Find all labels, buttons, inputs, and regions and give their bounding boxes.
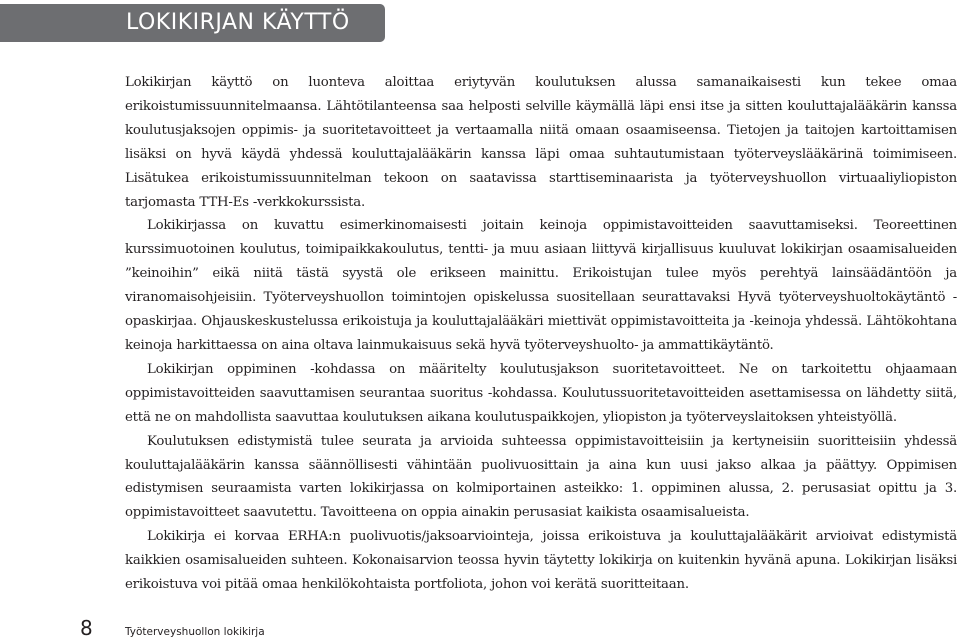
paragraph: Lokikirjassa on kuvattu esimerkinomaisesti joitain keinoja oppimistavoitteiden saavuttamiseksi. Teoreettinen kurssimuotoinen koulutus, toimipaikkakoulutus, tentti- ja muu asiaan liittyvä kirjallisuus kuuluvat lokikirjan osaamisalueiden ”keinoihin” eikä niitä tästä syystä ole erikseen mainittu. Erikoistujan tulee myös perehtyä lainsäädäntöön ja viranomaisohjeisiin. Työterveyshuollon toimintojen opiskelussa suositellaan seurattavaksi Hyvä työterveyshuoltokäytäntö -opaskirjaa. Ohjauskeskustelussa erikoistuja ja kouluttajalääkäri miettivät oppimistavoitteita ja -keinoja yhdessä. Lähtökohtana keinoja harkittaessa on aina oltava lainmukaisuus sekä hyvä työterveyshuolto- ja ammattikäytäntö. (125, 218, 957, 353)
body-text (125, 71, 957, 597)
section-title: LOKIKIRJAN KÄYTTÖ (126, 10, 350, 35)
paragraph: Lokikirjan oppiminen -kohdassa on määritelty koulutusjakson suoritetavoitteet. Ne on tarkoitettu ohjaamaan oppimistavoitteiden saavuttamisen seurantaa suoritus -kohdassa. Koulutussuoritetavoitteiden asettamisessa on lähdetty siitä, että ne on mahdollista saavuttaa koulutuksen aikana koulutuspaikkojen, yliopiston ja työterveyslaitoksen yhteistyöllä. (125, 361, 957, 425)
paragraph: Lokikirja ei korvaa ERHA:n puolivuotis/jaksoarviointeja, joissa erikoistuva ja kouluttajalääkärit arvioivat edistymistä kaikkien osamisalueiden suhteen. Kokonaisarvion teossa hyvin täytetty lokikirja on kuitenkin hyvänä apuna. Lokikirjan lisäksi erikoistuva voi pitää omaa henkilökohtaista portfoliota, johon voi kerätä suoritteitaan. (125, 529, 957, 593)
paragraph: Lokikirjan käyttö on luonteva aloittaa eriytyvän koulutuksen alussa samanaikaisesti kun tekee omaa erikoistumissuunnitelmaansa. Lähtötilanteensa saa helposti selville käymällä läpi ensi itse ja sitten kouluttajalääkärin kanssa koulutusjaksojen oppimis- ja suoritetavoitteet ja vertaamalla niitä omaan osaamiseensa. Tietojen ja taitojen kartoittamisen lisäksi on hyvä käydä yhdessä kouluttajalääkärin kanssa läpi omaa suhtautumistaan työterveyslääkärinä toimimiseen. Lisätukea erikoistumissuunnitelman tekoon on saatavissa starttiseminaarista ja työterveyshuollon virtuaaliyliopiston tarjomasta TTH-Es -verkkokurssista. (125, 75, 957, 210)
paragraph: Koulutuksen edistymistä tulee seurata ja arvioida suhteessa oppimistavoitteisiin ja kertyneisiin suoritteisiin yhdessä kouluttajalääkärin kanssa säännöllisesti vähintään puolivuosittain ja aina kun uusi jakso alkaa ja päättyy. Oppimisen edistymisen seuraamista varten lokikirjassa on kolmiportainen asteikko: 1. oppiminen alussa, 2. perusasiat opittu ja 3. oppimistavoitteet saavutettu. Tavoitteena on oppia ainakin perusasiat kaikista osaamisalueista. (125, 433, 957, 521)
footer-publication-title: Työterveyshuollon lokikirja (125, 626, 265, 638)
page-number: 8 (80, 616, 93, 640)
section-title-bar (0, 4, 385, 42)
